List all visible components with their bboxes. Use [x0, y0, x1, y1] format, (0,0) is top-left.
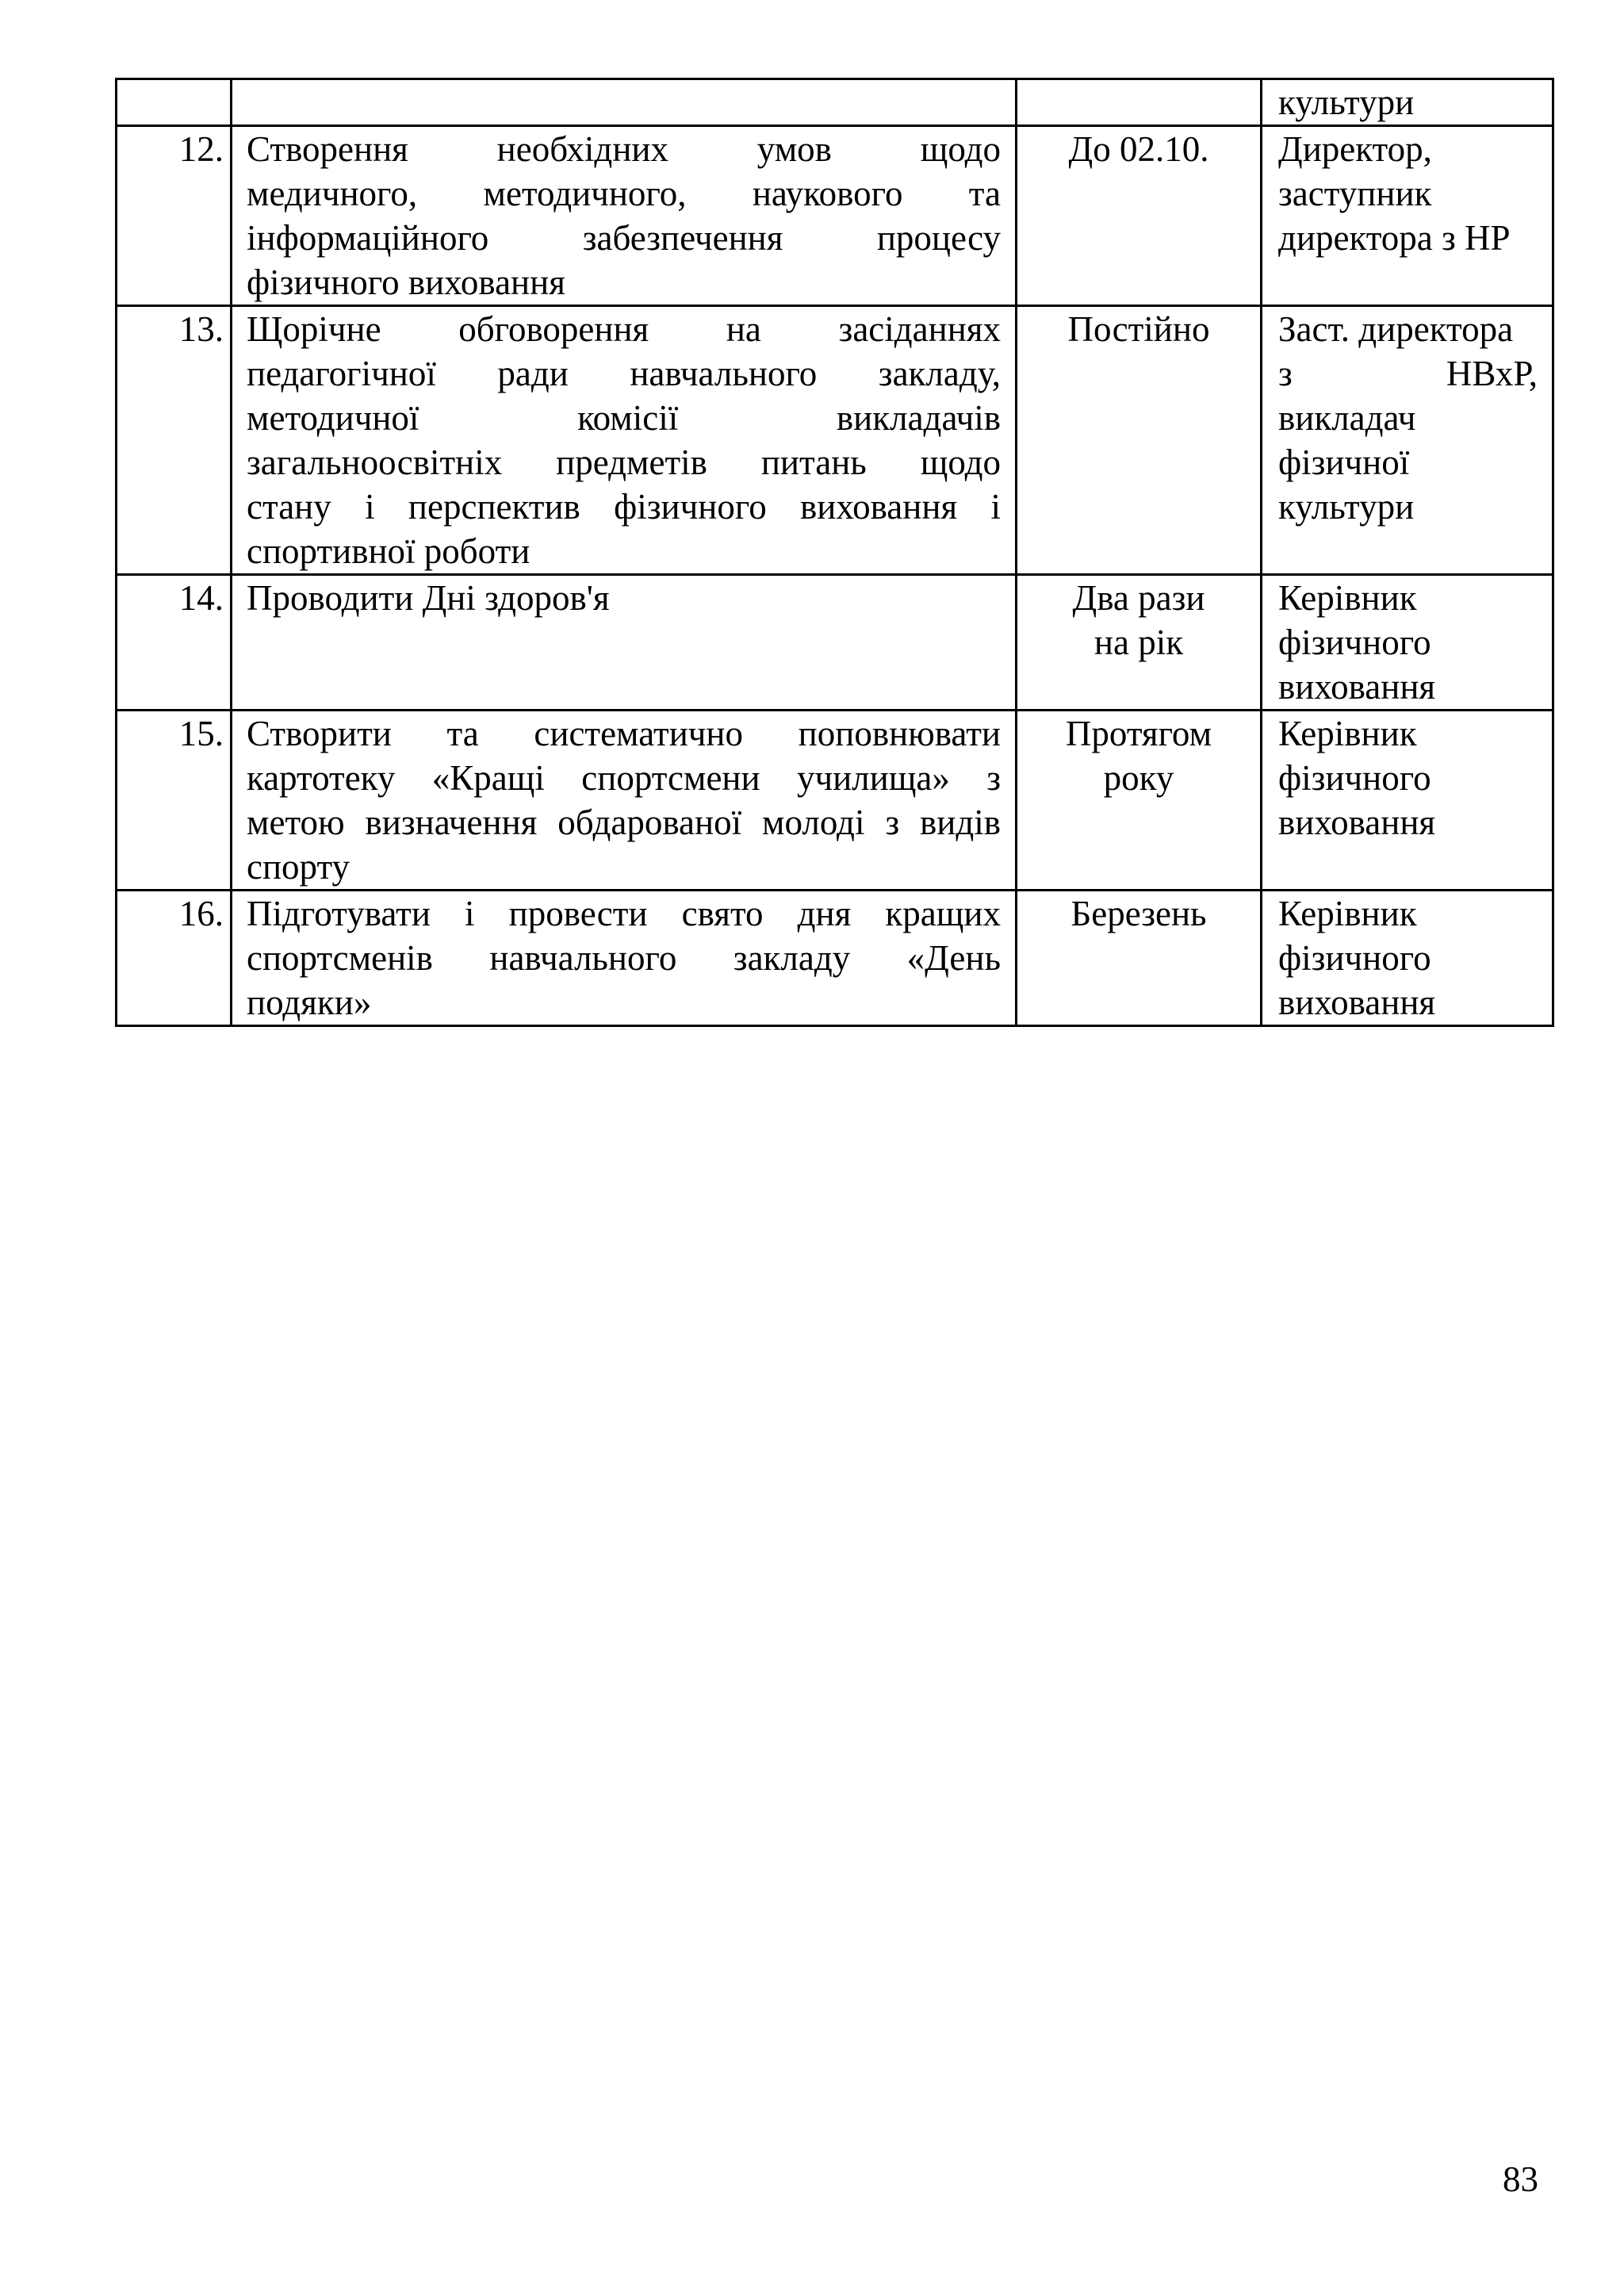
responsible-line: Заст. директора: [1278, 309, 1514, 349]
task-line: метою визначення обдарованої молоді з видів: [247, 803, 1001, 842]
responsible-line: фізичного: [1278, 623, 1431, 662]
task-line: методичної комісії викладачів: [247, 398, 1001, 438]
task-line: Створити та систематично поповнювати: [247, 714, 1001, 753]
responsible-cell: [1262, 891, 1553, 1026]
responsible-line: культури: [1278, 487, 1415, 527]
task-line: загальноосвітніх предметів питань щодо: [247, 443, 1001, 482]
term-cell: [1017, 711, 1262, 891]
row-number-cell: [117, 79, 232, 126]
task-line: медичного, методичного, наукового та: [247, 174, 1001, 213]
responsible-line: виховання: [1278, 983, 1436, 1022]
task-cell: [232, 891, 1017, 1026]
task-line: інформаційного забезпечення процесу: [247, 218, 1001, 258]
task-line: спортсменів навчального закладу «День: [247, 938, 1001, 978]
responsible-line: виховання: [1278, 667, 1436, 707]
task-cell: [232, 126, 1017, 306]
task-line: спортивної роботи: [247, 531, 530, 571]
task-line: фізичного виховання: [247, 262, 565, 302]
responsible-cell: [1262, 306, 1553, 575]
task-cell: [232, 79, 1017, 126]
responsible-line: викладач: [1278, 398, 1416, 438]
responsible-cell: [1262, 79, 1553, 126]
page-number: 83: [1503, 2159, 1538, 2199]
task-cell: [232, 306, 1017, 575]
term-line: Березень: [1071, 894, 1207, 933]
term-line: Два рази: [1072, 578, 1205, 618]
responsible-line: фізичного: [1278, 938, 1431, 978]
row-number-cell: 15.: [117, 711, 232, 891]
term-line: Протягом: [1065, 714, 1212, 753]
task-line: подяки»: [247, 983, 372, 1022]
table-row: [117, 126, 1553, 306]
responsible-line: Керівник: [1278, 714, 1417, 753]
table-row-continuation: [117, 79, 1553, 126]
task-line: Створення необхідних умов щодо: [247, 129, 1001, 169]
responsible-line: заступник: [1278, 174, 1432, 213]
table-row: [117, 306, 1553, 575]
responsible-line: директора з НР: [1278, 218, 1511, 258]
activity-plan-table: [115, 78, 1554, 1027]
table-row: [117, 575, 1553, 711]
row-number-cell: 13.: [117, 306, 232, 575]
row-number-cell: 14.: [117, 575, 232, 711]
term-line: Постійно: [1067, 309, 1210, 349]
task-line: Підготувати і провести свято дня кращих: [247, 894, 1001, 933]
table-row: [117, 891, 1553, 1026]
responsible-line: фізичного: [1278, 758, 1431, 798]
responsible-cell: [1262, 575, 1553, 711]
term-cell: [1017, 306, 1262, 575]
task-line: стану і перспектив фізичного виховання і: [247, 487, 1001, 527]
term-cell: [1017, 575, 1262, 711]
task-line: картотеку «Кращі спортсмени училища» з: [247, 758, 1001, 798]
responsible-line: з НВхР,: [1278, 354, 1538, 393]
responsible-line: виховання: [1278, 803, 1436, 842]
row-number-cell: 12.: [117, 126, 232, 306]
responsible-line: культури: [1278, 82, 1415, 122]
table-row: [117, 711, 1553, 891]
responsible-line: Керівник: [1278, 578, 1417, 618]
row-number-cell: 16.: [117, 891, 232, 1026]
task-line: педагогічної ради навчального закладу,: [247, 354, 1001, 393]
task-cell: [232, 711, 1017, 891]
term-cell: [1017, 891, 1262, 1026]
task-line: Проводити Дні здоров'я: [247, 578, 610, 618]
responsible-line: Директор,: [1278, 129, 1432, 169]
term-cell: [1017, 126, 1262, 306]
term-cell: [1017, 79, 1262, 126]
task-cell: [232, 575, 1017, 711]
term-line: року: [1103, 758, 1174, 798]
task-line: спорту: [247, 847, 350, 887]
term-line: До 02.10.: [1068, 129, 1209, 169]
responsible-cell: [1262, 711, 1553, 891]
task-line: Щорічне обговорення на засіданнях: [247, 309, 1001, 349]
responsible-cell: [1262, 126, 1553, 306]
term-line: на рік: [1094, 623, 1184, 662]
responsible-line: фізичної: [1278, 443, 1410, 482]
responsible-line: Керівник: [1278, 894, 1417, 933]
